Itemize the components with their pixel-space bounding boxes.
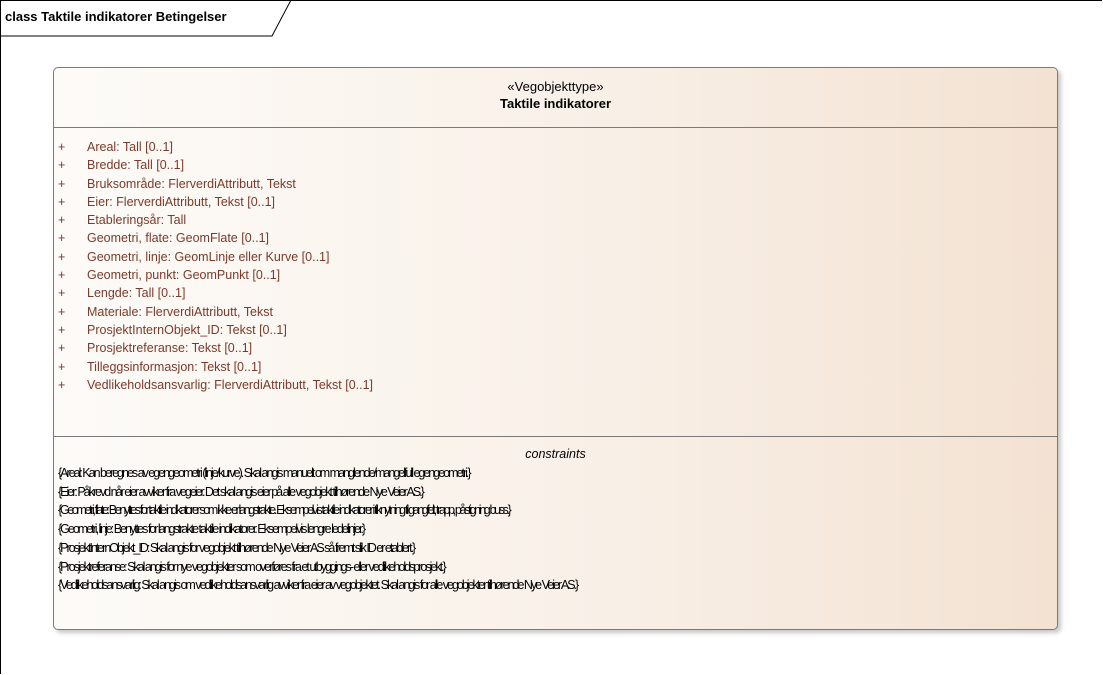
attribute-text: Prosjektreferanse: Tekst [0..1] — [87, 341, 253, 356]
attribute-row[interactable] — [54, 211, 1057, 229]
attribute-row[interactable] — [54, 229, 1057, 247]
visibility-marker: + — [58, 359, 66, 374]
constraint-row[interactable]: {Eier: Påkrevd når eier avviker fra vegeier. Det skal angis eier på alle vegobjekt tilhørende Nye Veier AS.} — [58, 484, 423, 499]
attribute-text: Areal: Tall [0..1] — [87, 140, 173, 154]
constraint-row[interactable]: {Areal: Kan beregnes av egengeometri (linje/kurve). Skal angis manuelt om manglende/mangelfull egengeometri.} — [58, 466, 470, 480]
visibility-marker: + — [58, 140, 66, 154]
attribute-row[interactable] — [54, 321, 1057, 339]
constraints-compartment — [54, 437, 1057, 595]
constraint-row[interactable]: {ProsjektInternObjekt_ID: Skal angis for vegobjekt tilhørende Nye Veier AS så fremt slik ID er etablert.} — [58, 540, 415, 555]
attribute-text: Geometri, punkt: GeomPunkt [0..1] — [87, 268, 281, 283]
visibility-marker: + — [58, 231, 66, 246]
visibility-marker: + — [58, 249, 66, 264]
constraint-row[interactable]: {Vedlikeholdsansvarlig: Skal angis om vedlikeholdsansvarlig avviker fra eier av vegobjektet. Skal angis for alle vegobjekter tilhørende Nye Veier AS.} — [58, 578, 578, 593]
visibility-marker: + — [58, 304, 66, 319]
attribute-row[interactable] — [54, 339, 1057, 357]
constraint-row[interactable]: {Prosjektreferanse: Skal angis for nye vegobjekter som overføres fra et utbyggings- eller vedlikeholdsprosjekt.} — [58, 559, 445, 574]
attribute-text: Lengde: Tall [0..1] — [87, 286, 186, 301]
visibility-marker: + — [58, 158, 66, 173]
constraint-row[interactable]: {Geometri, linje: Benyttes for langstrakte taktile indikatorer. Eksempelvis lengre ledelinjer.} — [58, 522, 365, 537]
frame-title: class Taktile indikatorer Betingelser — [5, 9, 227, 24]
visibility-marker: + — [58, 213, 66, 228]
visibility-marker: + — [58, 377, 66, 392]
class-header — [54, 68, 1057, 128]
class-stereotype: «Vegobjekttype» — [507, 79, 604, 94]
attributes-compartment — [54, 128, 1057, 437]
visibility-marker: + — [58, 341, 66, 356]
attribute-row[interactable] — [54, 175, 1057, 193]
attribute-row[interactable] — [54, 266, 1057, 284]
attribute-row[interactable] — [54, 138, 1057, 156]
attribute-row[interactable] — [54, 376, 1057, 394]
attribute-text: Vedlikeholdsansvarlig: FlerverdiAttributt, Tekst [0..1] — [87, 377, 374, 392]
attribute-row[interactable] — [54, 193, 1057, 211]
class-box-taktile-indikatorer[interactable] — [53, 67, 1058, 630]
attribute-text: Eier: FlerverdiAttributt, Tekst [0..1] — [87, 194, 276, 209]
attribute-row[interactable] — [54, 248, 1057, 266]
visibility-marker: + — [58, 286, 66, 301]
class-name: Taktile indikatorer — [499, 96, 611, 111]
visibility-marker: + — [58, 268, 66, 283]
attribute-text: Geometri, linje: GeomLinje eller Kurve [0..1] — [87, 249, 330, 264]
visibility-marker: + — [58, 322, 66, 337]
attribute-row[interactable] — [54, 303, 1057, 321]
constraint-row[interactable]: {Geometri, flate: Benyttes for taktile indikatorer som ikke er langstrakte. Eksempelvis taktile indikatorer i tilknytning til gangfelt, trapp, påstigning buss.} — [58, 503, 510, 518]
attribute-text: ProsjektInternObjekt_ID: Tekst [0..1] — [87, 322, 287, 337]
attribute-text: Tilleggsinformasjon: Tekst [0..1] — [87, 359, 262, 374]
attribute-row[interactable] — [54, 156, 1057, 174]
attribute-text: Bruksområde: FlerverdiAttributt, Tekst — [87, 176, 296, 191]
attribute-row[interactable] — [54, 284, 1057, 302]
visibility-marker: + — [58, 194, 66, 209]
constraints-title: constraints — [525, 447, 586, 461]
visibility-marker: + — [58, 176, 66, 191]
attribute-text: Etableringsår: Tall — [87, 213, 187, 228]
attribute-row[interactable] — [54, 358, 1057, 376]
attribute-text: Bredde: Tall [0..1] — [87, 158, 185, 173]
attribute-text: Materiale: FlerverdiAttributt, Tekst — [87, 304, 273, 319]
attribute-text: Geometri, flate: GeomFlate [0..1] — [87, 231, 270, 246]
